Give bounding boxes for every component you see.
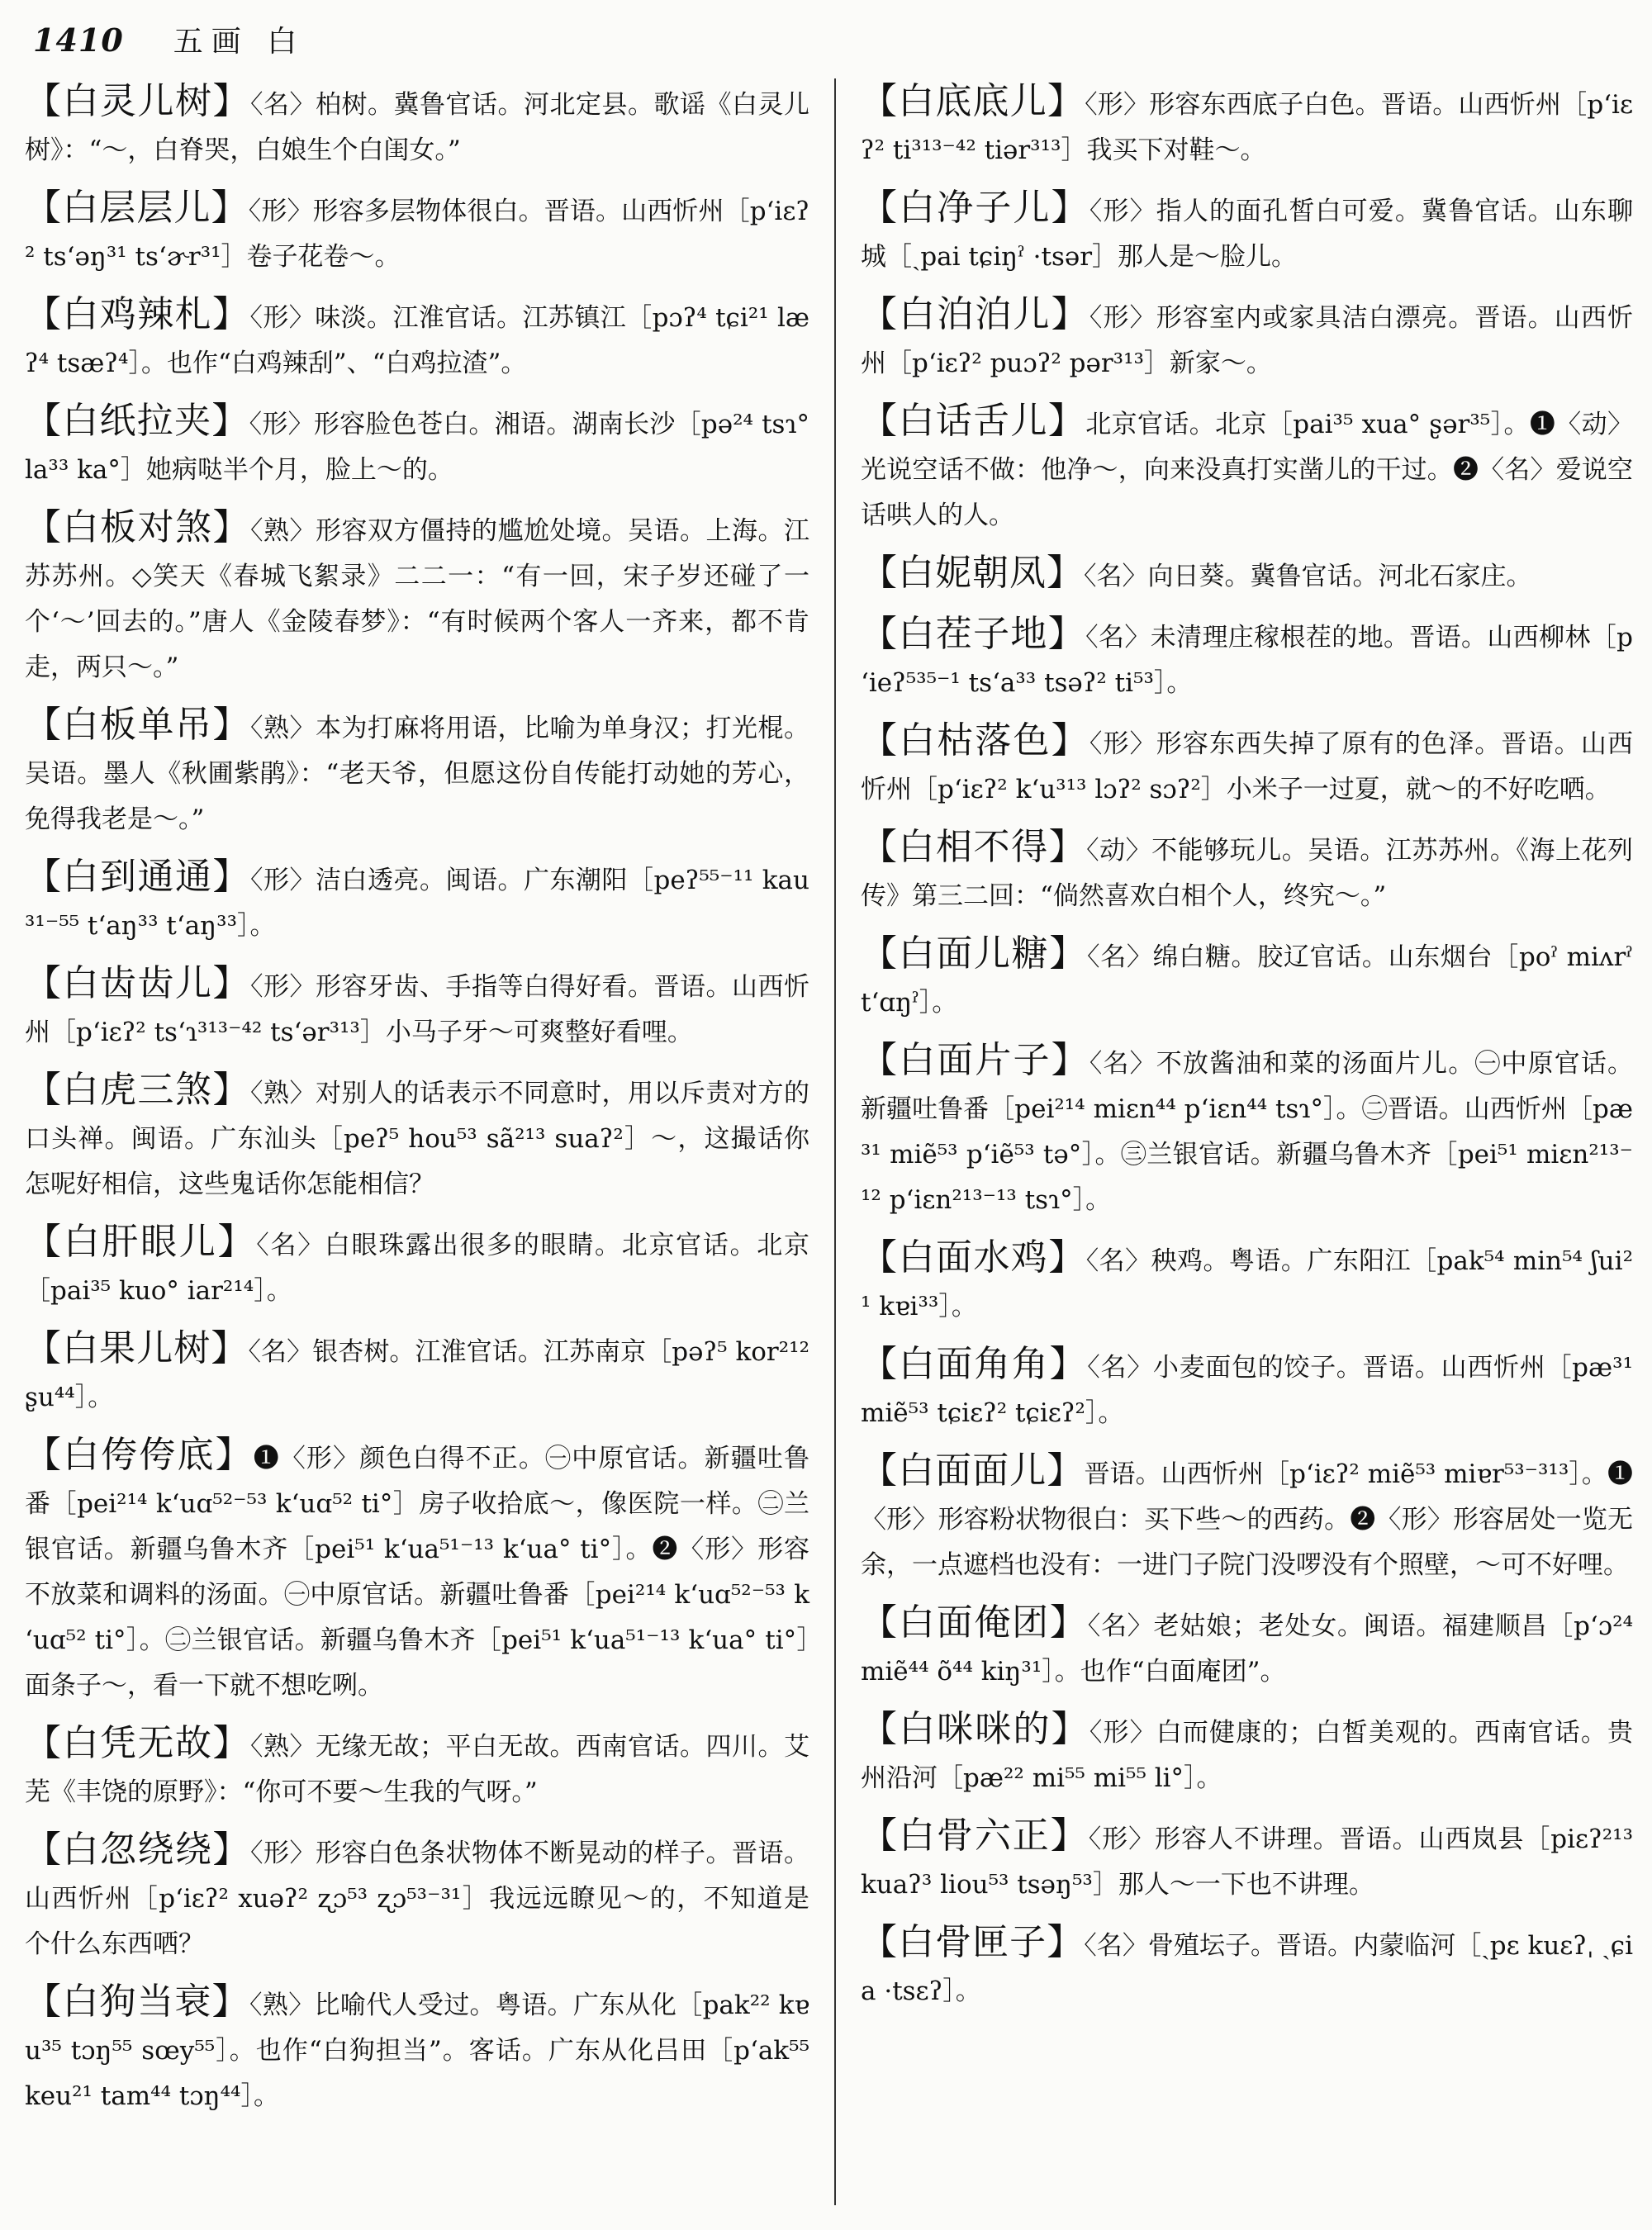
dictionary-entry (861, 931, 1633, 1026)
dictionary-entry (25, 854, 809, 949)
entry-definition: 〈名〉骨殖坛子。晋语。内蒙临河［ˏpɛ kuɛʔˌ ˏɕia ·tsɛʔ］。 (861, 1931, 1633, 2006)
entry-definition: 〈名〉老姑娘；老处女。闽语。福建顺昌［pʻɔ²⁴ miẽ⁴⁴ õ⁴⁴ kiŋ³¹］。也作“白面庵团”。 (861, 1611, 1633, 1687)
dictionary-entry (861, 1235, 1633, 1330)
entry-definition: 〈动〉不能够玩儿。吴语。江苏苏州。《海上花列传》第三二回：“倘然喜欢白相个人，终究～。” (861, 836, 1634, 911)
dictionary-entry (25, 505, 809, 690)
entry-definition: 〈形〉形容白色条状物体不断晃动的样子。晋语。山西忻州［pʻiɛʔ² xuəʔ² ʐɔ⁵³ ʐɔ⁵³⁻³¹］我远远瞭见～的，不知道是个什么东西哂？ (25, 1839, 809, 1959)
entry-headword: 【白忽绕绕】 (25, 1829, 250, 1871)
entry-definition: 北京官话。北京［pai³⁵ xua° ʂər³⁵］。❶〈动〉光说空话不做：他净～，向来没真打实凿儿的干过。❷〈名〉爱说空话哄人的人。 (861, 410, 1633, 530)
right-column (861, 78, 1633, 2026)
dictionary-entry (861, 611, 1633, 706)
dictionary-entry (861, 1448, 1633, 1588)
dictionary-entry (25, 961, 809, 1056)
entry-definition: 〈名〉秧鸡。粤语。广东阳江［pak⁵⁴ min⁵⁴ ʃui²¹ kɐi³³］。 (861, 1246, 1633, 1321)
entry-definition: 〈形〉形容人不讲理。晋语。山西岚县［piɛʔ²¹³ kuaʔ³ liou⁵³ tsəŋ⁵³］那人～一下也不讲理。 (861, 1824, 1634, 1900)
dictionary-entry (861, 718, 1633, 813)
entry-definition: 〈名〉柏树。冀鲁官话。河北定县。歌谣《白灵儿树》：“～，白脊哭，白娘生个白闺女。” (25, 90, 809, 165)
dictionary-entry (861, 1600, 1633, 1695)
dictionary-entry (861, 1341, 1633, 1436)
dictionary-entry (861, 1037, 1633, 1223)
entry-definition: 〈熟〉形容双方僵持的尴尬处境。吴语。上海。江苏苏州。◇笑天《春城飞絮录》二二一：“有一回，宋子岁还碰了一个‘～’回去的。”唐人《金陵春梦》：“有时候两个客人一齐来，都不肯走，两只～。” (25, 516, 809, 682)
dictionary-entry (25, 1219, 809, 1314)
entry-definition: 〈名〉银杏树。江淮官话。江苏南京［pəʔ⁵ kor²¹² ʂu⁴⁴］。 (25, 1337, 810, 1412)
entry-definition: 〈形〉形容东西失掉了原有的色泽。晋语。山西忻州［pʻiɛʔ² kʻu³¹³ lɔʔ² sɔʔ²］小米子一过夏，就～的不好吃哂。 (861, 729, 1634, 804)
entry-headword: 【白净子儿】 (861, 187, 1089, 229)
page-header (33, 18, 305, 68)
entry-headword: 【白齿齿儿】 (25, 962, 250, 1004)
entry-headword: 【白面面儿】 (861, 1450, 1085, 1492)
dictionary-entry (25, 1067, 809, 1208)
entry-headword: 【白板单吊】 (25, 704, 250, 746)
entry-headword: 【白骨匣子】 (861, 1921, 1085, 1963)
entry-definition: 〈名〉绵白糖。胶辽官话。山东烟台［poˀ miʌrˀ tʻɑŋˀ］。 (861, 942, 1633, 1018)
entry-headword: 【白面片子】 (861, 1039, 1089, 1081)
entry-definition: 〈形〉白而健康的；白皙美观的。西南官话。贵州沿河［pæ²² mi⁵⁵ mi⁵⁵ li°］。 (861, 1718, 1634, 1793)
entry-headword: 【白灵儿树】 (25, 80, 250, 122)
entry-definition: 晋语。山西忻州［pʻiɛʔ² miẽ⁵³ miɐr⁵³⁻³¹³］。❶〈形〉形容粉状物很白：买下些～的西药。❷〈形〉形容居处一览无余，一点遮档也没有：一进门子院门没啰没有个照壁，～可不好哩。 (861, 1459, 1633, 1580)
dictionary-entry (25, 1432, 809, 1709)
entry-headword: 【白狗当衰】 (25, 1981, 250, 2023)
entry-headword: 【白凭无故】 (25, 1722, 250, 1764)
dictionary-entry (25, 1979, 809, 2119)
dictionary-entry (861, 824, 1633, 919)
entry-headword: 【白泊泊儿】 (861, 293, 1089, 335)
entry-headword: 【白底底儿】 (861, 80, 1085, 122)
dictionary-entry (861, 292, 1633, 387)
entry-headword: 【白茬子地】 (861, 613, 1086, 655)
entry-headword: 【白枯落色】 (861, 719, 1089, 762)
entry-definition: 〈形〉洁白透亮。闽语。广东潮阳［peʔ⁵⁵⁻¹¹ kau³¹⁻⁵⁵ tʻaŋ³³ tʻaŋ³³］。 (25, 866, 810, 941)
entry-definition: 〈名〉小麦面包的饺子。晋语。山西忻州［pæ³¹ miẽ⁵³ tɕiɛʔ² tɕiɛʔ²］。 (861, 1353, 1634, 1428)
entry-definition: 〈形〉形容室内或家具洁白漂亮。晋语。山西忻州［pʻiɛʔ² puɔʔ² pər³¹³］新家～。 (861, 303, 1634, 378)
dictionary-entry (25, 185, 809, 280)
entry-definition: 〈熟〉无缘无故；平白无故。西南官话。四川。艾芜《丰饶的原野》：“你可不要～生我的气呀。” (25, 1732, 809, 1807)
dictionary-entry (861, 1706, 1633, 1801)
entry-definition: 〈形〉形容多层物体很白。晋语。山西忻州［pʻiɛʔ² tsʻəŋ³¹ tsʻɚr³¹］卷子花卷～。 (25, 197, 810, 272)
entry-headword: 【白面俺团】 (861, 1601, 1088, 1644)
entry-headword: 【白纸拉夹】 (25, 400, 249, 442)
dictionary-entry (25, 398, 809, 493)
dictionary-entry (861, 78, 1633, 173)
dictionary-entry (25, 702, 809, 842)
entry-definition: 〈形〉形容东西底子白色。晋语。山西忻州［pʻiɛʔ² ti³¹³⁻⁴² tiər³¹³］我买下对鞋～。 (861, 90, 1634, 165)
dictionary-entry (25, 1827, 809, 1967)
dictionary-entry (861, 1919, 1633, 2014)
entry-headword: 【白面儿糖】 (861, 932, 1088, 975)
entry-headword: 【白板对煞】 (25, 506, 250, 548)
dictionary-entry (25, 78, 809, 173)
entry-headword: 【白面角角】 (861, 1343, 1088, 1385)
entry-headword: 【白话舌儿】 (861, 400, 1086, 442)
left-column (25, 78, 809, 2131)
entry-definition: 〈形〉形容脸色苍白。湘语。湖南长沙［pə²⁴ tsɿ° la³³ ka°］她病哒半个月，脸上～的。 (25, 410, 809, 485)
section-heading: 五画 白 (173, 25, 306, 59)
entry-definition: 〈形〉形容牙齿、手指等白得好看。晋语。山西忻州［pʻiɛʔ² tsʻɿ³¹³⁻⁴² tsʻər³¹³］小马子牙～可爽整好看哩。 (25, 972, 809, 1047)
dictionary-entry (861, 550, 1633, 600)
entry-definition: 〈名〉向日葵。冀鲁官话。河北石家庄。 (1084, 562, 1532, 591)
entry-headword: 【白果儿树】 (25, 1327, 249, 1369)
entry-definition: 〈熟〉对别人的话表示不同意时，用以斥责对方的口头禅。闽语。广东汕头［peʔ⁵ hou⁵³ sã²¹³ suaʔ²］～，这撮话你怎呢好相信，这些鬼话你怎能相信？ (25, 1079, 809, 1199)
entry-headword: 【白骨六正】 (861, 1815, 1089, 1857)
entry-definition: 〈熟〉比喻代人受过。粤语。广东从化［pak²² kɐu³⁵ tɔŋ⁵⁵ sœy⁵⁵］。也作“白狗担当”。客话。广东从化吕田［pʻak⁵⁵ keu²¹ tam⁴⁴ tɔŋ⁴⁴］。 (25, 1990, 810, 2111)
dictionary-entry (25, 292, 809, 387)
dictionary-entry (861, 398, 1633, 539)
page-number: 1410 (33, 21, 124, 59)
dictionary-entry (861, 1813, 1633, 1908)
entry-definition: 〈形〉味淡。江淮官话。江苏镇江［pɔʔ⁴ tɕi²¹ læʔ⁴ tsæʔ⁴］。也作“白鸡辣刮”、“白鸡拉渣”。 (25, 303, 810, 378)
entry-definition: 〈名〉不放酱油和菜的汤面片儿。㊀中原官话。新疆吐鲁番［pei²¹⁴ miɛn⁴⁴ pʻiɛn⁴⁴ tsɿ°］。㊁晋语。山西忻州［pæ³¹ miẽ⁵³ pʻiẽ⁵³ tə°］。㊂兰银官话。新疆乌鲁木齐［pei⁵¹ miɛn²¹³⁻¹² pʻiɛn²¹³⁻¹³ tsɿ°］。 (861, 1049, 1634, 1215)
entry-headword: 【白鸡辣札】 (25, 293, 250, 335)
entry-headword: 【白面水鸡】 (861, 1236, 1086, 1279)
dictionary-entry (861, 185, 1633, 280)
entry-definition: ❶〈形〉颜色白得不正。㊀中原官话。新疆吐鲁番［pei²¹⁴ kʻuɑ⁵²⁻⁵³ kʻuɑ⁵² ti°］房子收拾底～，像医院一样。㊁兰银官话。新疆乌鲁木齐［pei⁵¹ kʻua⁵¹⁻¹³ kʻua° ti°］。❷〈形〉形容不放菜和调料的汤面。㊀中原官话。新疆吐鲁番［pei²¹⁴ kʻuɑ⁵²⁻⁵³ kʻuɑ⁵² ti°］。㊁兰银官话。新疆乌鲁木齐［pei⁵¹ kʻua⁵¹⁻¹³ kʻua° ti°］面条子～，看一下就不想吃咧。 (25, 1444, 810, 1701)
entry-headword: 【白侉侉底】 (25, 1434, 254, 1476)
entry-headword: 【白相不得】 (861, 826, 1087, 868)
dictionary-entry (25, 1326, 809, 1421)
entry-definition: 〈熟〉本为打麻将用语，比喻为单身汉；打光棍。吴语。墨人《秋圃紫鹃》：“老天爷，但愿这份自传能打动她的芳心，免得我老是～。” (25, 714, 809, 834)
entry-definition: 〈名〉未清理庄稼根茬的地。晋语。山西柳林［pʻieʔ⁵³⁵⁻¹ tsʻa³³ tsəʔ² ti⁵³］。 (861, 623, 1634, 698)
entry-headword: 【白肝眼儿】 (25, 1221, 257, 1263)
entry-headword: 【白层层儿】 (25, 187, 249, 229)
entry-headword: 【白妮朝凤】 (861, 552, 1084, 594)
column-divider (834, 78, 836, 2205)
dictionary-entry (25, 1720, 809, 1815)
entry-headword: 【白虎三煞】 (25, 1069, 250, 1111)
entry-definition: 〈形〉指人的面孔皙白可爱。冀鲁官话。山东聊城［ˏpai tɕiŋˀ ·tsər］那人是～脸儿。 (861, 197, 1634, 272)
entry-headword: 【白咪咪的】 (861, 1708, 1089, 1750)
entry-definition: 〈名〉白眼珠露出很多的眼睛。北京官话。北京［pai³⁵ kuo° iar²¹⁴］。 (25, 1231, 810, 1306)
entry-headword: 【白到通通】 (25, 856, 251, 898)
